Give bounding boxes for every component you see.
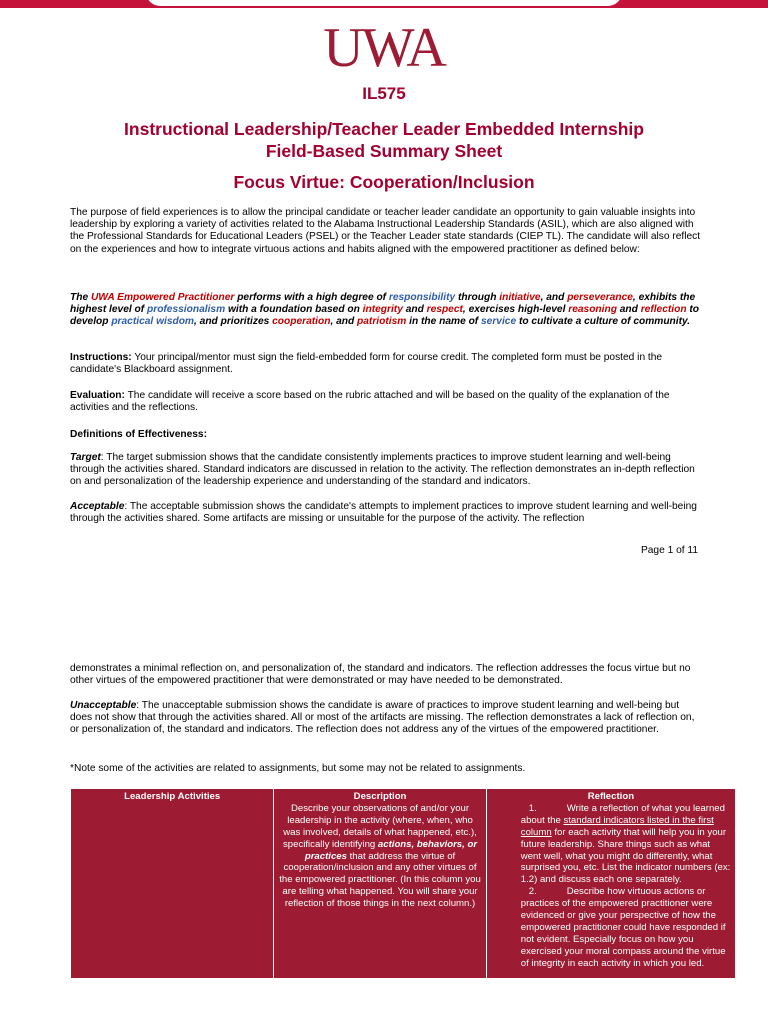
text-run: , and prioritizes xyxy=(194,316,273,328)
top-banner-tab xyxy=(146,0,622,6)
text-run: The xyxy=(70,292,91,303)
term-reasoning: reasoning xyxy=(568,304,617,316)
term-cooperation: cooperation xyxy=(272,316,331,328)
term-respect: respect xyxy=(426,304,463,316)
definitions-heading: Definitions of Effectiveness: xyxy=(70,429,207,440)
course-code: IL575 xyxy=(362,84,406,103)
text-run: with a foundation based on xyxy=(225,304,363,316)
text-run: Describe how virtuous actions or practices of the empowered practitioner were evidenced or give your perspective of how the empowered practitioner could have responded if not evident. Especially focus on how you exercised your moral compass around the virtue of integrity in each activity in which you led. xyxy=(520,886,726,969)
term-responsibility: responsibility xyxy=(388,292,456,303)
term-service: service xyxy=(481,316,517,328)
table-row xyxy=(71,789,736,979)
term-integrity: integrity xyxy=(362,304,403,316)
description-header: Description xyxy=(353,791,407,802)
text-run: for each activity that will help you in your future leadership. Share things such as what went well, what you might do differently, what surprised you, etc. List the indicator numbers (ex: 1.2) and discuss each one separately. xyxy=(520,826,731,886)
list-number: 1. xyxy=(528,802,537,814)
instructions-paragraph xyxy=(70,352,702,376)
reflection-item-1 xyxy=(491,803,731,886)
term-perseverance: perseverance xyxy=(567,292,633,303)
focus-virtue-heading: Focus Virtue: Cooperation/Inclusion xyxy=(233,172,535,192)
text-run: , exercises high-level xyxy=(462,304,569,316)
text-run: in the name of xyxy=(406,316,482,328)
acceptable-definition-continued: demonstrates a minimal reflection on, and personalization of, the standard and indicators. The reflection addresses the focus virtue but no other virtues of the empowered practitioner that were demonstrated or may have needed to be demonstrated. xyxy=(70,663,691,687)
acceptable-label: Acceptable xyxy=(70,501,125,512)
text-run: performs with a high degree of xyxy=(234,292,389,303)
instructions-label: Instructions: xyxy=(70,352,132,363)
instructions-text: Your principal/mentor must sign the field-embedded form for course credit. The completed form must be posted in the candidate's Blackboard assignment. xyxy=(70,352,663,376)
evaluation-text: The candidate will receive a score based on the rubric attached and will be based on the quality of the explanation of the activities and the reflections. xyxy=(70,390,670,414)
term-reflection: reflection xyxy=(640,304,687,316)
term-professionalism: professionalism xyxy=(147,304,226,316)
column-reflection xyxy=(486,789,735,979)
text-run: , and xyxy=(540,292,568,303)
text-run: Describe your observations of and/or your leadership in the activity (where, when, who was involved, details of what happened, etc.), specifically identifying xyxy=(282,802,477,850)
text-run: through xyxy=(455,292,500,303)
intro-paragraph: The purpose of field experiences is to allow the principal candidate or teacher leader candidate an opportunity to gain valuable insights into leadership by exploring a variety of activities related to the Alabama Instructional Leadership Standards (ASIL), which are also aligned with the Professional Standards for Educational Leaders (PSEL) or the Teacher Leader state standards (CIEP TL). The candidate will also reflect on the experiences and how to integrate virtuous actions and habits aligned with the empowered practitioner as defined below: xyxy=(70,207,701,255)
target-definition xyxy=(70,452,702,489)
column-description xyxy=(274,789,486,979)
empowered-practitioner-definition xyxy=(70,292,702,329)
target-label: Target xyxy=(70,452,101,463)
text-run-emphasis: actions, behaviors, or practices xyxy=(304,838,478,862)
column-leadership-activities xyxy=(71,789,274,979)
reflection-item-2 xyxy=(491,886,731,975)
acceptable-definition xyxy=(70,501,702,525)
text-run: and xyxy=(616,304,641,316)
unacceptable-definition xyxy=(70,700,702,737)
term-practical-wisdom: practical wisdom xyxy=(111,316,194,328)
term-uwa-empowered-practitioner: UWA Empowered Practitioner xyxy=(90,292,235,303)
text-run: Write a reflection of what you learned about the xyxy=(520,802,725,826)
text-run-underlined: standard indicators listed in the first column xyxy=(520,814,714,838)
evaluation-label: Evaluation: xyxy=(70,390,125,401)
assignments-note: *Note some of the activities are related to assignments, but some may not be related to assignments. xyxy=(70,763,526,774)
unacceptable-text: : The unacceptable submission shows the candidate is aware of practices to improve student learning and well-being but does not show that through the activities shared. All or most of the artifacts are missing. The reflection demonstrates a lack of reflection on, or personalization of, the standard and indicators. The reflection does not address any of the virtues of the empowered practitioner. xyxy=(70,700,695,736)
uwa-logo: UWA xyxy=(323,17,445,79)
term-initiative: initiative xyxy=(499,292,541,303)
leadership-activities-header: Leadership Activities xyxy=(124,791,221,802)
text-run: and xyxy=(402,304,427,316)
document-title xyxy=(60,118,708,162)
term-patriotism: patriotism xyxy=(357,316,407,328)
page-number: Page 1 of 11 xyxy=(640,545,698,556)
title-line-1: Instructional Leadership/Teacher Leader Embedded Internship xyxy=(124,119,644,139)
activities-table xyxy=(70,788,736,979)
title-line-2: Field-Based Summary Sheet xyxy=(265,141,503,161)
text-run: , exhibits the highest level of xyxy=(70,292,696,316)
evaluation-paragraph xyxy=(70,390,702,414)
acceptable-text: : The acceptable submission shows the candidate's attempts to implement practices to improve student learning and well-being through the activities shared. Some artifacts are missing or unsuitable for the purpose of the activity. The reflection xyxy=(70,501,697,525)
text-run: , and xyxy=(330,316,358,328)
target-text: : The target submission shows that the candidate consistently implements practices to improve student learning and well-being through the activities shared. Standard indicators are discussed in relation to the activity. The reflection demonstrates an in-depth reflection on and personalization of the leadership experience and understanding of the standard and indicators. xyxy=(70,452,695,488)
list-number: 2. xyxy=(528,886,537,898)
reflection-header: Reflection xyxy=(587,791,635,802)
text-run: to cultivate a culture of community. xyxy=(516,316,691,328)
text-run: to develop xyxy=(70,304,700,328)
text-run: that address the virtue of cooperation/inclusion and any other virtues of the empowered practitioner. (In this column you are telling what happened. You will share your reflection of those things in the next column.) xyxy=(279,850,481,910)
description-instructions xyxy=(278,803,481,910)
unacceptable-label: Unacceptable xyxy=(70,700,137,711)
